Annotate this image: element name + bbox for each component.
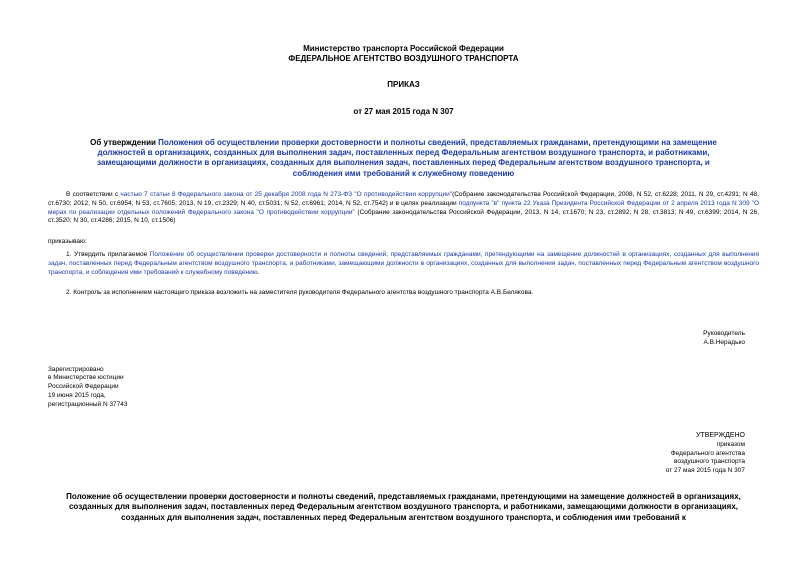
item-1-text-start: 1. Утвердить прилагаемое	[66, 250, 150, 258]
preamble-text-3: (Собрание законодательства Российской Федерации, 2013, N 14, ст.1670; N 23, ст.2892; N 28, ст.3813; N 49, ст.6399; 2014, N 26, ст.3520; N 30, ст.4286; 2015, N 10, ст.1506)	[48, 208, 760, 225]
order-item-1	[48, 251, 759, 277]
approval-line-2: приказом	[716, 440, 745, 448]
title-prefix: Об утверждении	[90, 137, 159, 147]
order-item-2: 2. Контроль за исполнением настоящего приказа возложить на заместителя руководителя Федерального агентства воздушного транспорта А.В.Белякова.	[66, 289, 534, 297]
signature-block	[48, 330, 745, 348]
approval-line-3: Федерального агентства	[670, 449, 745, 457]
approval-block	[48, 431, 745, 476]
order-word: приказываю:	[48, 238, 87, 246]
registration-line-4: 19 июня 2015 года,	[48, 391, 106, 399]
document-title	[78, 138, 729, 180]
registration-line-1: Зарегистрировано	[48, 365, 104, 373]
document-header	[48, 44, 759, 118]
document-date-number: от 27 мая 2015 года N 307	[353, 106, 454, 116]
law-273-fz-link[interactable]: частью 7 статьи 8 Федерального закона от 25 декабря 2008 года N 273-ФЗ "О противодействии коррупции"	[120, 191, 453, 199]
preamble-paragraph	[48, 191, 759, 226]
item-1-text-end: .	[257, 268, 260, 276]
regulation-title: Положение об осуществлении проверки достоверности и полноты сведений, представляемых гражданами, претендующими на замещение должностей в организациях, созданных для выполнения задач, поставленных перед Федеральным агентством воздушного транспорта, и работниками, замещающими должности в организациях, созданных для выполнения задач, поставленных перед Федеральным агентством воздушного транспорта, и соблюдения ими требований к	[66, 491, 741, 522]
preamble-text-2: (Собрание законодательства Российской Федерации, 2008, N 52, ст.6228; 2011, N 29, ст.4291; N 48, ст.6730; 2012, N 50, ст.6954; N 53, ст.7605; 2013, N 19, ст.2329; N 40, ст.5031; N 52, ст.6961; 2014, N 52, ст.7542) и в целях реализации	[48, 191, 759, 207]
preamble-text-1: В соответствии с	[66, 191, 121, 199]
document-type: ПРИКАЗ	[387, 80, 420, 89]
ministry-name: Министерство транспорта Российской Федерации	[303, 44, 504, 53]
signatory-position: Руководитель	[703, 330, 745, 338]
registration-line-5: регистрационный N 37743	[48, 400, 128, 408]
registration-line-3: Российской Федерации	[48, 383, 119, 391]
decree-309-link[interactable]: подпункта "в" пункта 22 Указа Президента Российской Федерации от 2 апреля 2013 года N 309 "О мерах по реализации отдельных положений Федерального закона "О противодействии коррупции"	[48, 199, 759, 216]
signatory-name: А.В.Нерадько	[703, 338, 745, 346]
approval-line-4: воздушного транспорта	[673, 458, 745, 466]
title-link[interactable]: Положения об осуществлении проверки достоверности и полноты сведений, представляемых гражданами, претендующими на замещение должностей в организациях, созданных для выполнения задач, поставленных перед Федеральным агентством воздушного транспорта, и работниками, замещающими должности в организациях, созданных для выполнения задач, поставленных перед Федеральным агентством воздушного транспорта, и соблюдения ими требований к служебному поведению	[97, 137, 717, 178]
registration-line-2: в Министерстве юстиции	[48, 374, 124, 382]
registration-block	[48, 366, 759, 410]
approval-line-1: УТВЕРЖДЕНО	[695, 432, 745, 440]
regulation-link[interactable]: Положение об осуществлении проверки достоверности и полноты сведений, представляемых гражданами, претендующими на замещение должностей в организациях, созданных для выполнения задач, поставленных перед Федеральным агентством воздушного транспорта, и работниками, замещающими должности в организациях, созданных для выполнения задач, поставленных перед Федеральным агентством воздушного транспорта, и соблюдения ими требований к служебному поведению	[48, 250, 759, 276]
approval-line-5: от 27 мая 2015 года N 307	[665, 467, 745, 475]
agency-name: ФЕДЕРАЛЬНОЕ АГЕНТСТВО ВОЗДУШНОГО ТРАНСПОРТА	[288, 54, 519, 63]
